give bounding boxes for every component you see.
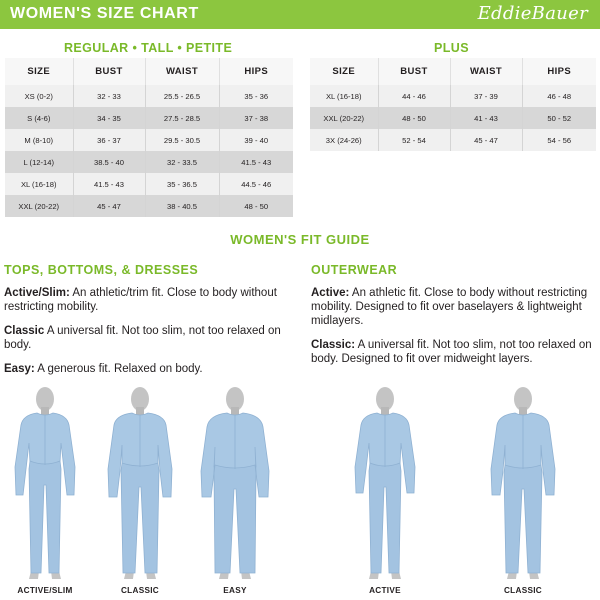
table-cell: 50 - 52 <box>522 107 596 129</box>
table-cell: 32 - 33.5 <box>145 151 219 173</box>
table-cell: XL (16-18) <box>5 173 73 195</box>
regular-table-title: REGULAR • TALL • PETITE <box>64 41 233 55</box>
table-header-row <box>5 58 293 85</box>
fit-description <box>4 324 296 352</box>
table-cell: 35 - 36.5 <box>145 173 219 195</box>
column-header: WAIST <box>450 58 522 85</box>
column-header: BUST <box>73 58 145 85</box>
fit-text: A universal fit. Not too slim, not too relaxed on body. <box>4 325 281 351</box>
table-cell: 48 - 50 <box>219 195 293 217</box>
table-cell: 3X (24-26) <box>310 129 378 151</box>
table-cell: 39 - 40 <box>219 129 293 151</box>
table-cell: XXL (20-22) <box>5 195 73 217</box>
outerwear-fit-descriptions <box>311 286 596 376</box>
figure-easy <box>201 387 269 579</box>
fit-text: An athletic fit. Close to body without restricting mobility. Designed to fit over baselayers & lightweight midlayers. <box>311 287 588 327</box>
column-header: WAIST <box>145 58 219 85</box>
table-cell: 37 - 39 <box>450 85 522 107</box>
fit-text: An athletic/trim fit. Close to body without restricting mobility. <box>4 287 277 313</box>
figure-classic-outerwear <box>491 387 555 579</box>
figure-label-easy: EASY <box>223 586 247 595</box>
table-row <box>310 129 596 151</box>
table-cell: XS (0-2) <box>5 85 73 107</box>
table-cell: 25.5 - 26.5 <box>145 85 219 107</box>
table-cell: 48 - 50 <box>378 107 450 129</box>
table-cell: 44.5 - 46 <box>219 173 293 195</box>
table-cell: 29.5 - 30.5 <box>145 129 219 151</box>
fit-term: Active/Slim: <box>4 287 70 299</box>
fit-text: A universal fit. Not too slim, not too relaxed on body. Designed to fit over midweight layers. <box>311 339 592 365</box>
table-cell: 32 - 33 <box>73 85 145 107</box>
column-header: HIPS <box>219 58 293 85</box>
table-row <box>5 129 293 151</box>
table-cell: 41.5 - 43 <box>219 151 293 173</box>
fit-term: Easy: <box>4 363 35 375</box>
figure-classic <box>108 387 172 579</box>
fit-text: A generous fit. Relaxed on body. <box>34 363 203 375</box>
table-row <box>5 173 293 195</box>
table-row <box>310 107 596 129</box>
tops-section-title: TOPS, BOTTOMS, & DRESSES <box>4 263 199 277</box>
table-cell: 52 - 54 <box>378 129 450 151</box>
tops-fit-descriptions <box>4 286 296 386</box>
header-bar <box>0 0 600 29</box>
outerwear-section-title: OUTERWEAR <box>311 263 398 277</box>
table-row <box>5 85 293 107</box>
table-cell: 38.5 - 40 <box>73 151 145 173</box>
fit-guide-title: WOMEN'S FIT GUIDE <box>230 232 370 247</box>
column-header: SIZE <box>5 58 73 85</box>
table-cell: 44 - 46 <box>378 85 450 107</box>
table-cell: 34 - 35 <box>73 107 145 129</box>
table-cell: M (8-10) <box>5 129 73 151</box>
table-cell: XL (16-18) <box>310 85 378 107</box>
fit-term: Classic: <box>311 339 356 351</box>
regular-size-table <box>5 58 293 217</box>
table-cell: 35 - 36 <box>219 85 293 107</box>
figure-active <box>355 387 415 579</box>
column-header: SIZE <box>310 58 378 85</box>
figure-active-slim <box>15 387 75 579</box>
table-cell: 45 - 47 <box>450 129 522 151</box>
table-cell: L (12-14) <box>5 151 73 173</box>
fit-figures <box>0 385 600 585</box>
figure-label-classic-outerwear: CLASSIC <box>503 586 543 595</box>
brand-logo: EddieBauer <box>477 3 588 24</box>
table-cell: 38 - 40.5 <box>145 195 219 217</box>
fit-description <box>311 338 596 366</box>
table-cell: S (4-6) <box>5 107 73 129</box>
table-row <box>5 107 293 129</box>
table-cell: 36 - 37 <box>73 129 145 151</box>
table-row <box>310 85 596 107</box>
fit-description <box>4 362 296 376</box>
table-cell: 41.5 - 43 <box>73 173 145 195</box>
table-cell: 45 - 47 <box>73 195 145 217</box>
fit-term: Active: <box>311 287 350 299</box>
table-cell: 46 - 48 <box>522 85 596 107</box>
table-cell: 54 - 56 <box>522 129 596 151</box>
fit-description <box>4 286 296 314</box>
fit-description <box>311 286 596 328</box>
figure-label-active-slim: ACTIVE/SLIM <box>17 586 73 595</box>
table-cell: XXL (20-22) <box>310 107 378 129</box>
plus-size-table <box>310 58 596 151</box>
table-cell: 27.5 - 28.5 <box>145 107 219 129</box>
fit-term: Classic <box>4 325 45 337</box>
column-header: BUST <box>378 58 450 85</box>
table-cell: 41 - 43 <box>450 107 522 129</box>
column-header: HIPS <box>522 58 596 85</box>
plus-table-title: PLUS <box>434 41 469 55</box>
table-row <box>5 195 293 217</box>
table-row <box>5 151 293 173</box>
page-title: WOMEN'S SIZE CHART <box>10 5 199 22</box>
table-cell: 37 - 38 <box>219 107 293 129</box>
figure-label-active: ACTIVE <box>369 586 401 595</box>
figure-label-classic: CLASSIC <box>120 586 160 595</box>
table-header-row <box>310 58 596 85</box>
